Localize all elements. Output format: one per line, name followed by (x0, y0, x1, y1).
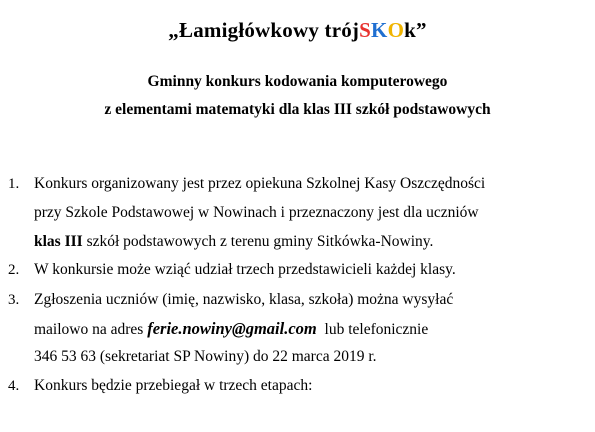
document-title (0, 18, 595, 43)
list-number: 3. (8, 292, 20, 308)
plain-text: mailowo na adres (34, 321, 148, 338)
list-text-line: Zgłoszenia uczniów (imię, nazwisko, klasa, szkoła) można wysyłać (34, 291, 454, 308)
list-number: 2. (8, 262, 20, 278)
plain-text: lub telefonicznie (316, 321, 429, 338)
subtitle-line-1: Gminny konkurs kodowania komputerowego (147, 73, 448, 90)
list-number: 4. (8, 378, 20, 394)
title-prefix: „Łamigłówkowy trój (168, 18, 360, 42)
title-suffix: k” (404, 18, 427, 42)
list-text-line: 346 53 63 (sekretariat SP Nowiny) do 22 marca 2019 r. (34, 348, 377, 365)
list-text-line (34, 233, 433, 251)
bold-text: klas III (34, 233, 83, 250)
list-text-line: Konkurs organizowany jest przez opiekuna Szkolnej Kasy Oszczędności (34, 175, 486, 192)
list-number: 1. (8, 176, 20, 192)
list-text-line: Konkurs będzie przebiegał w trzech etapach: (34, 377, 313, 394)
subtitle-line-2: z elementami matematyki dla klas III szkół podstawowych (104, 101, 491, 118)
plain-text: szkół podstawowych z terenu gminy Sitkówka-Nowiny. (82, 233, 434, 250)
list-text-line (34, 319, 428, 339)
title-letter-k: K (371, 18, 388, 42)
title-letter-o: O (387, 18, 405, 42)
list-text-line: przy Szkole Podstawowej w Nowinach i przeznaczony jest dla uczniów (34, 204, 479, 221)
title-letter-s: S (359, 18, 372, 42)
email-address: ferie.nowiny@gmail.com (147, 319, 317, 338)
list-text-line: W konkursie może wziąć udział trzech przedstawicieli każdej klasy. (34, 261, 456, 278)
